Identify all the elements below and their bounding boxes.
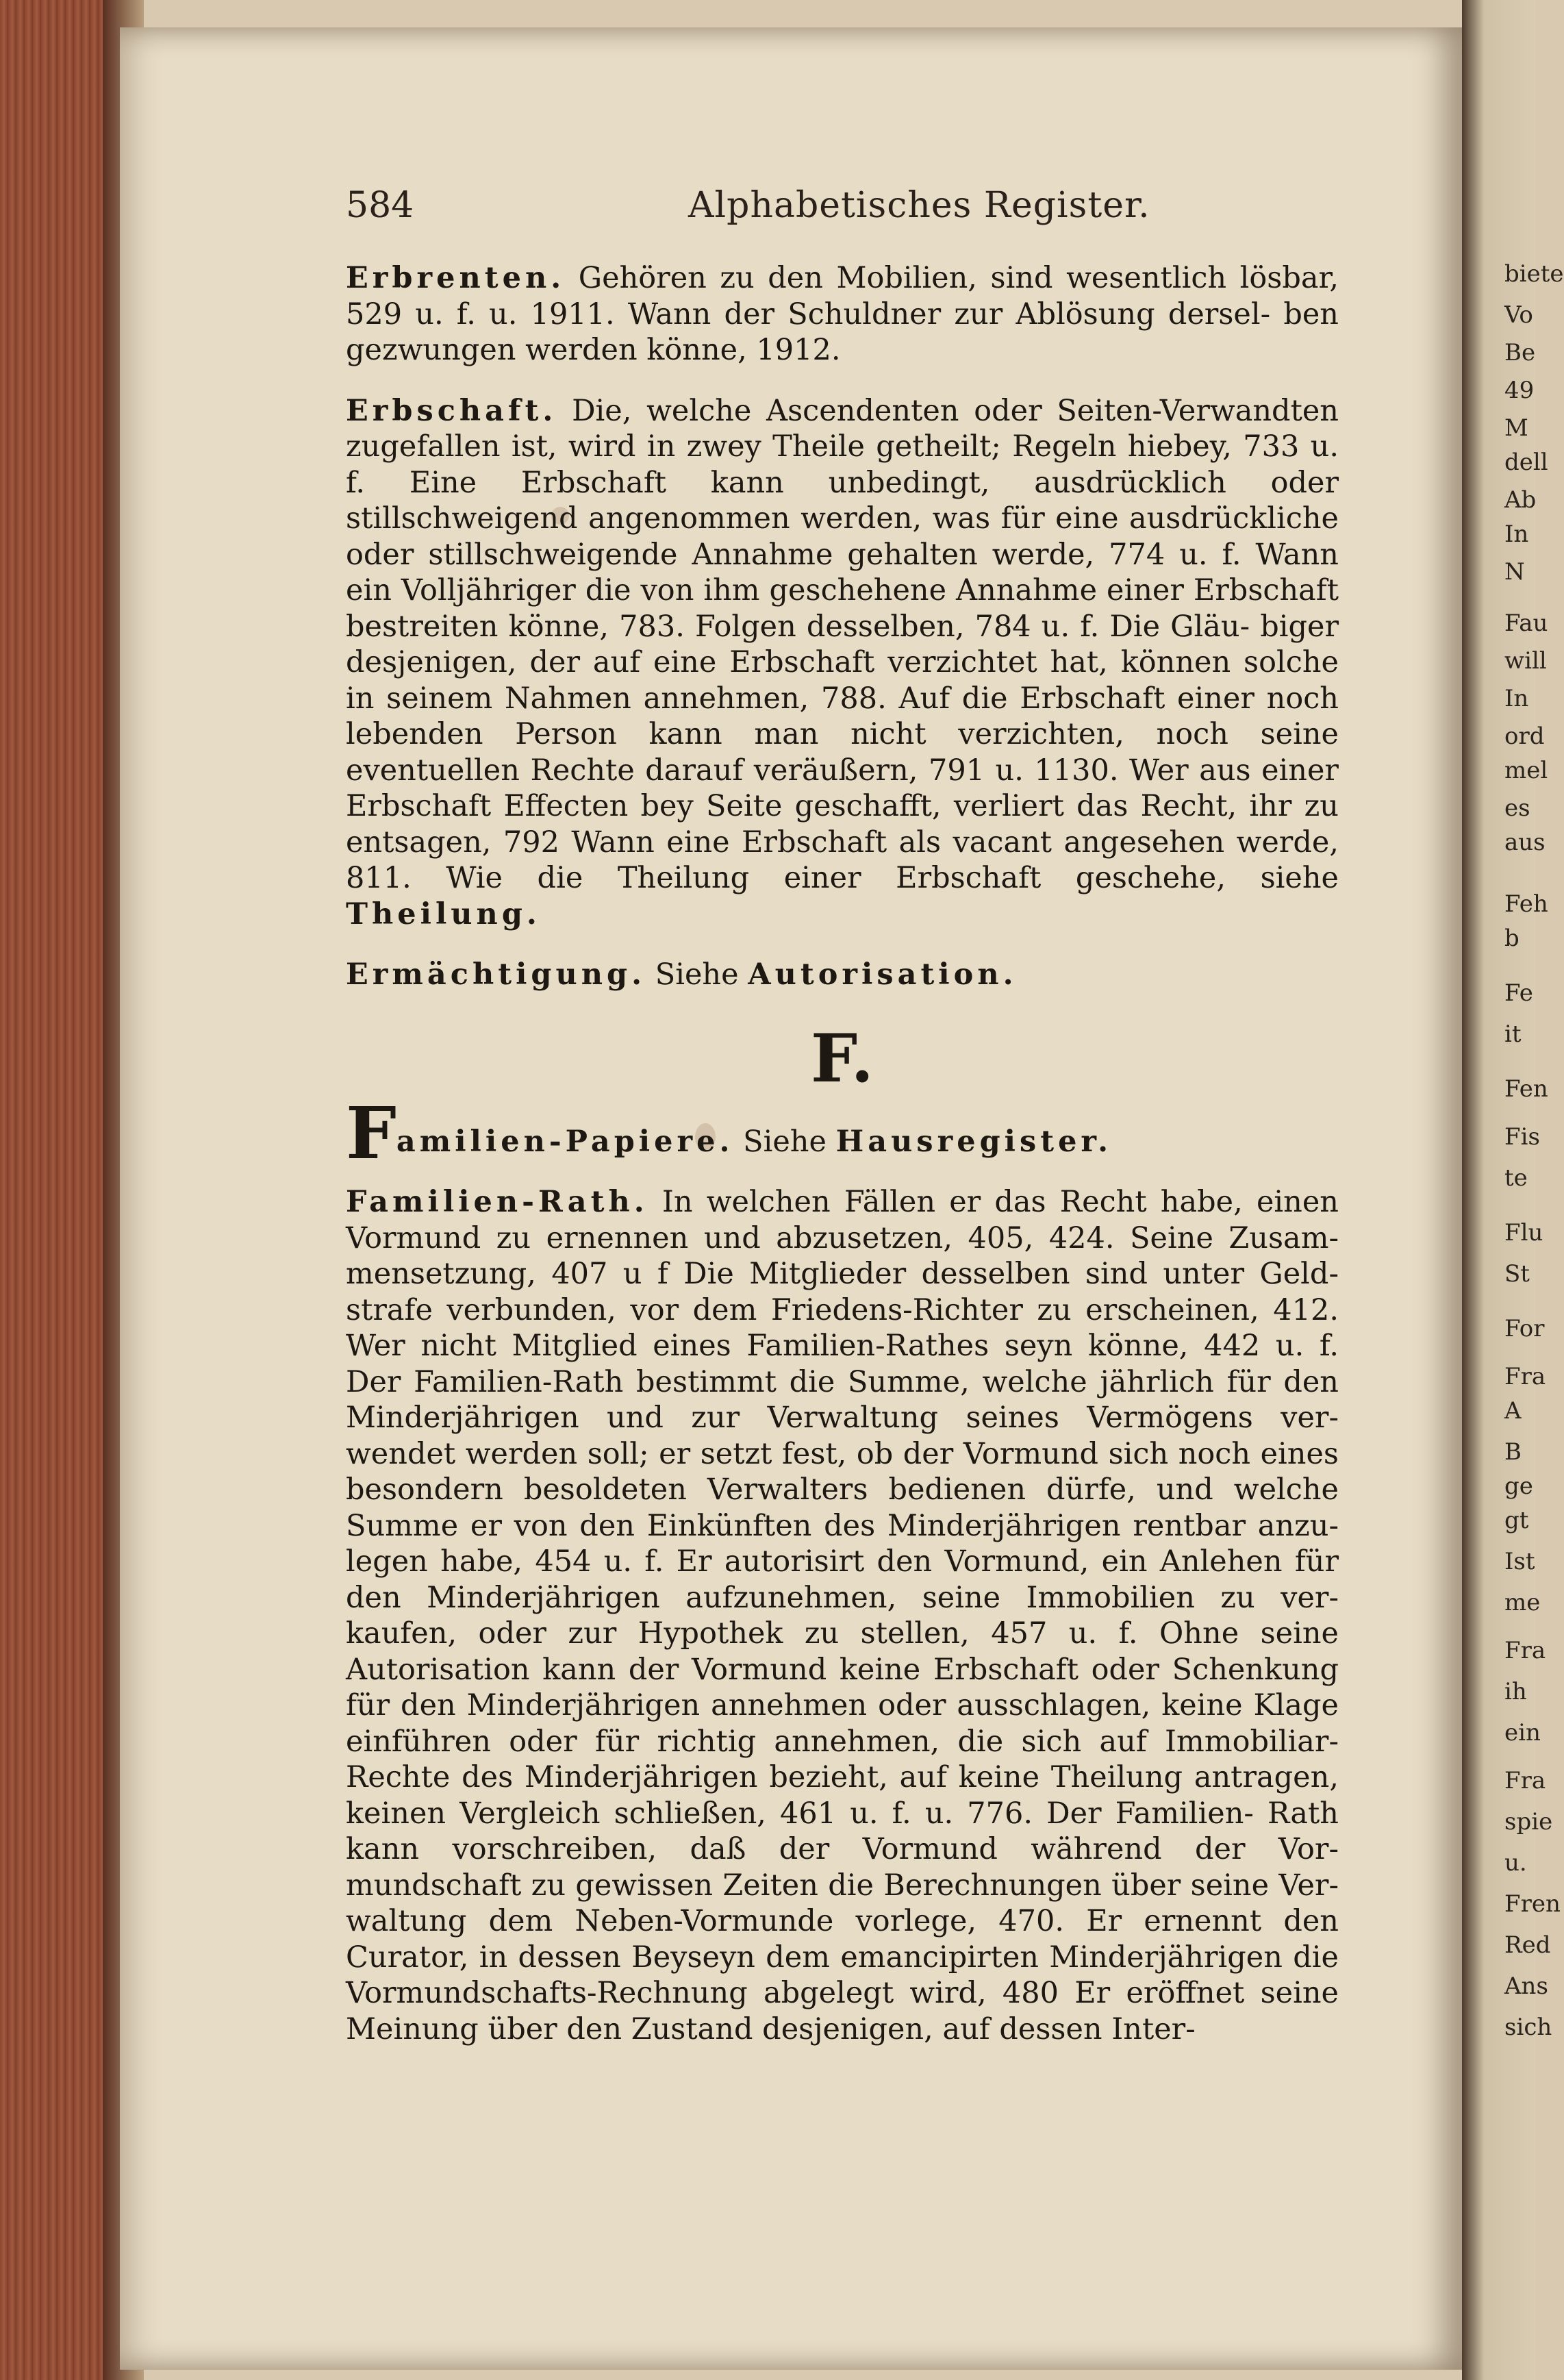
adjacent-page-fragment: For xyxy=(1504,1315,1545,1342)
adjacent-page-fragment: will xyxy=(1504,647,1547,675)
adjacent-page-fragment: Be xyxy=(1504,339,1536,366)
adjacent-page-fragment: ord xyxy=(1504,723,1545,750)
adjacent-page-fragment: Fis xyxy=(1504,1123,1540,1151)
adjacent-page-fragment: it xyxy=(1504,1020,1522,1048)
register-entry xyxy=(346,260,1339,368)
adjacent-page-fragment: ein xyxy=(1504,1719,1541,1746)
page-number: 584 xyxy=(346,185,414,226)
adjacent-page-fragment: Ab xyxy=(1504,486,1537,514)
section-letter: F. xyxy=(811,1019,874,1097)
adjacent-page-fragment: A xyxy=(1504,1397,1522,1425)
entry-text: In welchen Fällen er das Recht habe, einen Vormund zu ernennen und abzusetzen, 405, 424. Seine Zusam- mensetzung, 407 u f Die Mitglieder desselben sind unter Geld- strafe verbunden, vor dem Friedens-Richter zu erscheinen, 412. Wer nicht Mitglied eines Familien-Rathes seyn könne, 442 u. f. Der Familien-Rath bestimmt die Summe, welche jährlich für den Minderjährigen und zur Verwaltung seines Vermögens ver- wendet werden soll; er setzt fest, ob der Vormund sich noch eines besondern besoldeten Verwalters bedienen dürfe, und welche Summe er von den Einkünften des Minderjährigen rentbar anzu- legen habe, 454 u. f. Er autorisirt den Vormund, ein Anlehen für den Minderjährigen aufzunehmen, seine Immobilien zu ver- kaufen, oder zur Hypothek zu stellen, 457 u. f. Ohne seine Autorisation kann der Vormund keine Erbschaft oder Schenkung für den Minderjährigen annehmen oder ausschlagen, keine Klage einführen oder für richtig annehmen, die sich auf Immobiliar- Rechte des Minderjährigen bezieht, auf keine Theilung antragen, keinen Vergleich schließen, 461 u. f. u. 776. Der Familien- Rath kann vorschreiben, daß der Vormund während der Vor- mundschaft zu gewissen Zeiten die Berechnungen über seine Ver- waltung dem Neben-Vormunde vorlege, 470. Er ernennt den Curator, in dessen Beyseyn dem emancipirten Minderjährigen die Vormundschafts-Rechnung abgelegt wird, 480 Er eröffnet seine Meinung über den Zustand desjenigen, auf dessen Inter- xyxy=(346,1185,1339,2046)
adjacent-page-fragment: Ans xyxy=(1504,1972,1548,2000)
register-entry xyxy=(346,393,1339,933)
adjacent-page-fragment: In xyxy=(1504,685,1529,712)
register-entry xyxy=(346,1184,1339,2047)
adjacent-page-fragment: Ist xyxy=(1504,1548,1535,1575)
adjacent-page-fragment: Fau xyxy=(1504,610,1548,637)
cross-reference: Hausregister. xyxy=(835,1124,1113,1159)
adjacent-page-fragment: ge xyxy=(1504,1473,1533,1500)
adjacent-page-fragment: In xyxy=(1504,521,1529,548)
adjacent-page-fragment: Vo xyxy=(1504,301,1533,329)
entry-lemma: Ermächtigung. xyxy=(346,957,646,992)
adjacent-page-fragment: N xyxy=(1504,558,1525,586)
adjacent-page-fragment: Fen xyxy=(1504,1075,1548,1103)
adjacent-page-fragment: aus xyxy=(1504,829,1546,856)
adjacent-page-fragment: 49 xyxy=(1504,377,1535,404)
adjacent-page-fragment: biete xyxy=(1504,260,1564,288)
adjacent-page-fragment: spie xyxy=(1504,1808,1553,1836)
entry-lemma: Familien-Rath. xyxy=(346,1185,648,1219)
adjacent-page-fragment: u. xyxy=(1504,1849,1527,1877)
entry-text: Siehe xyxy=(743,1124,827,1159)
entry-text: Siehe xyxy=(655,957,739,992)
book-page-edges xyxy=(0,0,116,2380)
adjacent-page-fragment: St xyxy=(1504,1260,1530,1288)
register-entry xyxy=(346,957,1339,993)
adjacent-page-fragment: Fe xyxy=(1504,979,1533,1007)
entry-text: Gehören zu den Mobilien, sind wesentlich lösbar, 529 u. f. u. 1911. Wann der Schuldner zur Ablösung dersel- ben gezwungen werden könne, 1912. xyxy=(346,261,1339,367)
adjacent-page-fragment: Red xyxy=(1504,1931,1551,1959)
adjacent-page-fragment: me xyxy=(1504,1589,1541,1616)
entry-text: Die, welche Ascendenten oder Seiten-Verwandten zugefallen ist, wird in zwey Theile getheilt; Regeln hiebey, 733 u. f. Eine Erbschaft kann unbedingt, ausdrücklich oder stillschweigend angenommen werden, was für eine ausdrückliche oder stillschweigende Annahme gehalten werde, 774 u. f. Wann ein Volljähriger die von ihm geschehene Annahme einer Erbschaft bestreiten könne, 783. Folgen desselben, 784 u. f. Die Gläu- biger desjenigen, der auf eine Erbschaft verzichtet hat, können solche in seinem Nahmen annehmen, 788. Auf die Erbschaft einer noch lebenden Person kann man nicht verzichten, noch seine eventuellen Rechte darauf veräußern, 791 u. 1130. Wer aus einer Erbschaft Effecten bey Seite geschafft, verliert das Recht, ihr zu entsagen, 792 Wann eine Erbschaft als vacant angesehen werde, 811. Wie die Theilung einer Erbschaft geschehe, siehe xyxy=(346,393,1339,895)
adjacent-page-fragment: b xyxy=(1504,925,1519,952)
adjacent-page-fragment: ih xyxy=(1504,1678,1527,1705)
adjacent-page-fragment: Feh xyxy=(1504,890,1548,918)
entry-lemma: Erbrenten. xyxy=(346,261,566,295)
entry-lemma: Erbschaft. xyxy=(346,393,557,428)
adjacent-page-fragment: Fra xyxy=(1504,1637,1546,1664)
register-entry xyxy=(346,1090,1339,1175)
adjacent-page-fragment: B xyxy=(1504,1438,1522,1466)
entry-lemma: amilien-Papiere. xyxy=(396,1124,734,1159)
adjacent-page-fragment: Fra xyxy=(1504,1363,1546,1390)
adjacent-page-fragment: Fren xyxy=(1504,1890,1561,1918)
adjacent-page-fragment: M xyxy=(1504,414,1528,442)
register-content xyxy=(346,260,1339,2072)
adjacent-page-fragment: Fra xyxy=(1504,1767,1546,1794)
cross-reference: Theilung. xyxy=(346,897,541,931)
adjacent-page-edge xyxy=(1462,0,1564,2380)
adjacent-page-fragment: sich xyxy=(1504,2014,1552,2041)
adjacent-page-fragment: gt xyxy=(1504,1507,1529,1534)
page-header xyxy=(346,185,1342,240)
running-title: Alphabetisches Register. xyxy=(688,185,1150,226)
adjacent-page-fragment: es xyxy=(1504,794,1530,822)
adjacent-page-fragment: te xyxy=(1504,1164,1528,1192)
cross-reference: Autorisation. xyxy=(748,957,1018,992)
adjacent-page-fragment: dell xyxy=(1504,449,1548,476)
adjacent-page-fragment: Flu xyxy=(1504,1219,1543,1247)
adjacent-page-fragment: mel xyxy=(1504,757,1548,784)
drop-initial: F xyxy=(346,1090,396,1175)
